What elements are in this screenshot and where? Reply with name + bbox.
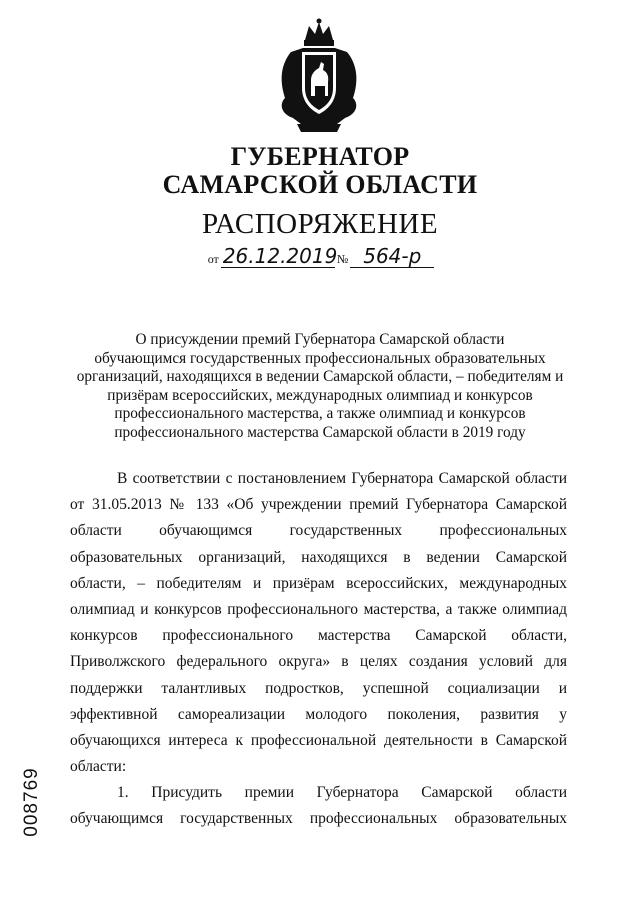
- subject-line: организаций, находящихся в ведении Самарской области, – победителям и: [76, 368, 564, 386]
- stamp-number: 008769: [21, 767, 42, 837]
- body-line: образовательных организаций, находящихся в ведении Самарской: [70, 548, 567, 566]
- date-label: от: [207, 252, 219, 266]
- subject-line: профессионального мастерства Самарской области в 2019 году: [114, 423, 526, 441]
- body-line: области:: [70, 758, 127, 776]
- body-line: олимпиад и конкурсов профессионального мастерства, а также олимпиад: [70, 600, 567, 618]
- body-line: поддержки талантливых подростков, успешной социализации и: [70, 679, 567, 697]
- subject-line: обучающимся государственных профессиональных образовательных: [94, 349, 546, 367]
- margin-registration-stamp: [20, 767, 44, 837]
- body-line: области, – победителям и призёрам всероссийских, международных: [70, 574, 567, 592]
- body-line: обучающимся государственных профессиональных образовательных: [70, 810, 567, 828]
- document-type-title: РАСПОРЯЖЕНИЕ: [201, 208, 439, 240]
- subject-line: профессионального мастерства, а также олимпиад и конкурсов: [114, 405, 526, 423]
- body-line: области обучающимся государственных профессиональных: [70, 522, 567, 540]
- issuer-name-line1: ГУБЕРНАТОР: [230, 142, 410, 171]
- handwritten-number: 564-р: [350, 245, 434, 268]
- body-line: Приволжского федерального округа» в целях создания условий для: [70, 653, 567, 671]
- subject-line: О присуждении премий Губернатора Самарской области: [135, 331, 505, 348]
- issuer-name-line2: САМАРСКОЙ ОБЛАСТИ: [162, 170, 478, 199]
- number-label: №: [336, 252, 349, 266]
- body-line: 1. Присудить премии Губернатора Самарской области: [117, 784, 567, 802]
- body-line: от 31.05.2013 № 133 «Об учреждении премий Губернатора Самарской: [70, 496, 567, 514]
- body-line: обучающихся интереса к профессиональной деятельности в Самарской: [70, 731, 567, 749]
- coat-of-arms-emblem: [271, 18, 367, 138]
- body-line: эффективной самореализации молодого поколения, развития у: [70, 705, 567, 723]
- handwritten-date: 26.12.2019: [222, 244, 338, 268]
- body-line: конкурсов профессионального мастерства Самарской области,: [70, 627, 567, 645]
- document-subject: [60, 331, 580, 443]
- body-line: В соответствии с постановлением Губернатора Самарской области: [117, 470, 567, 487]
- subject-line: призёрам всероссийских, международных олимпиад и конкурсов: [107, 386, 533, 404]
- document-body: [70, 466, 567, 833]
- date-number-line: [0, 245, 640, 268]
